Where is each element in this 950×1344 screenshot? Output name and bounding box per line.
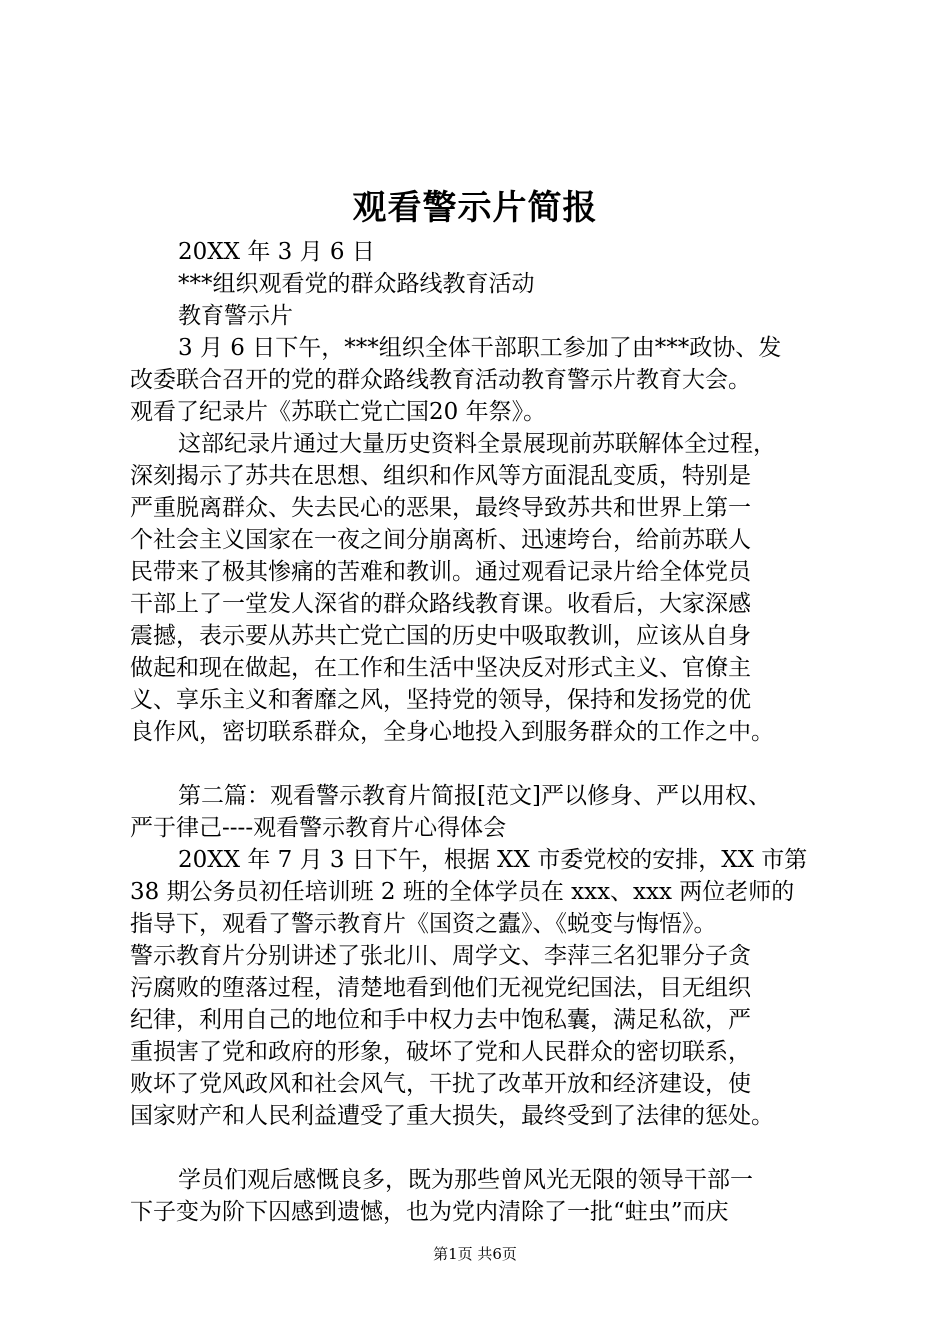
section-heading-line: 严于律己----观看警示教育片心得体会 bbox=[130, 815, 507, 841]
paragraph-line: 警示教育片分别讲述了张北川、周学文、李萍三名犯罪分子贪 bbox=[130, 943, 751, 969]
paragraph-line: 这部纪录片通过大量历史资料全景展现前苏联解体全过程， bbox=[178, 431, 776, 457]
paragraph-line: 纪律，利用自己的地位和手中权力去中饱私囊，满足私欲，严 bbox=[130, 1007, 751, 1033]
section-heading-line: 第二篇：观看警示教育片简报[范文]严以修身、严以用权、 bbox=[178, 783, 771, 809]
document-title: 观看警示片简报 bbox=[352, 188, 598, 228]
paragraph-line: 良作风，密切联系群众，全身心地投入到服务群众的工作之中。 bbox=[130, 719, 774, 745]
paragraph-line: 学员们观后感慨良多，既为那些曾风光无限的领导干部一 bbox=[178, 1167, 753, 1193]
paragraph-line: 个社会主义国家在一夜之间分崩离析、迅速垮台，给前苏联人 bbox=[130, 527, 751, 553]
paragraph-line: 下子变为阶下囚感到遗憾，也为党内清除了一批“蛀虫”而庆 bbox=[130, 1199, 729, 1225]
paragraph-line: 38 期公务员初任培训班 2 班的全体学员在 xxx、xxx 两位老师的 bbox=[130, 879, 795, 905]
paragraph-line: 3 月 6 日下午，***组织全体干部职工参加了由***政协、发 bbox=[178, 335, 782, 361]
paragraph-line: 国家财产和人民利益遭受了重大损失，最终受到了法律的惩处。 bbox=[130, 1103, 774, 1129]
date-line: 20XX 年 3 月 6 日 bbox=[178, 239, 375, 265]
paragraph-line: 严重脱离群众、失去民心的恶果，最终导致苏共和世界上第一 bbox=[130, 495, 751, 521]
paragraph-line: 重损害了党和政府的形象，破坏了党和人民群众的密切联系， bbox=[130, 1039, 751, 1065]
paragraph-line: 义、享乐主义和奢靡之风，坚持党的领导，保持和发扬党的优 bbox=[130, 687, 751, 713]
paragraph-line: 做起和现在做起，在工作和生活中坚决反对形式主义、官僚主 bbox=[130, 655, 751, 681]
paragraph-gap bbox=[130, 748, 840, 780]
paragraph-line: 污腐败的堕落过程，清楚地看到他们无视党纪国法，目无组织 bbox=[130, 975, 751, 1001]
paragraph-gap bbox=[130, 1132, 840, 1164]
paragraph-line: 改委联合召开的党的群众路线教育活动教育警示片教育大会。 bbox=[130, 367, 751, 393]
paragraph-line: 20XX 年 7 月 3 日下午，根据 XX 市委党校的安排，XX 市第 bbox=[178, 847, 808, 873]
paragraph-line: 震撼，表示要从苏共亡党亡国的历史中吸取教训，应该从自身 bbox=[130, 623, 751, 649]
paragraph-line: 败坏了党风政风和社会风气，干扰了改革开放和经济建设，使 bbox=[130, 1071, 751, 1097]
subtitle-line: ***组织观看党的群众路线教育活动 bbox=[178, 271, 535, 297]
paragraph-line: 干部上了一堂发人深省的群众路线教育课。收看后，大家深感 bbox=[130, 591, 751, 617]
page-number-footer: 第1页 共6页 bbox=[433, 1245, 517, 1263]
subtitle-line: 教育警示片 bbox=[178, 303, 293, 329]
paragraph-line: 观看了纪录片《苏联亡党亡国20 年祭》。 bbox=[130, 399, 547, 425]
paragraph-line: 深刻揭示了苏共在思想、组织和作风等方面混乱变质，特别是 bbox=[130, 463, 751, 489]
paragraph-line: 民带来了极其惨痛的苦难和教训。通过观看记录片给全体党员 bbox=[130, 559, 751, 585]
document-body bbox=[130, 236, 840, 1228]
paragraph-line: 指导下，观看了警示教育片《国资之蠹》、《蜕变与悔悟》。 bbox=[130, 911, 717, 937]
